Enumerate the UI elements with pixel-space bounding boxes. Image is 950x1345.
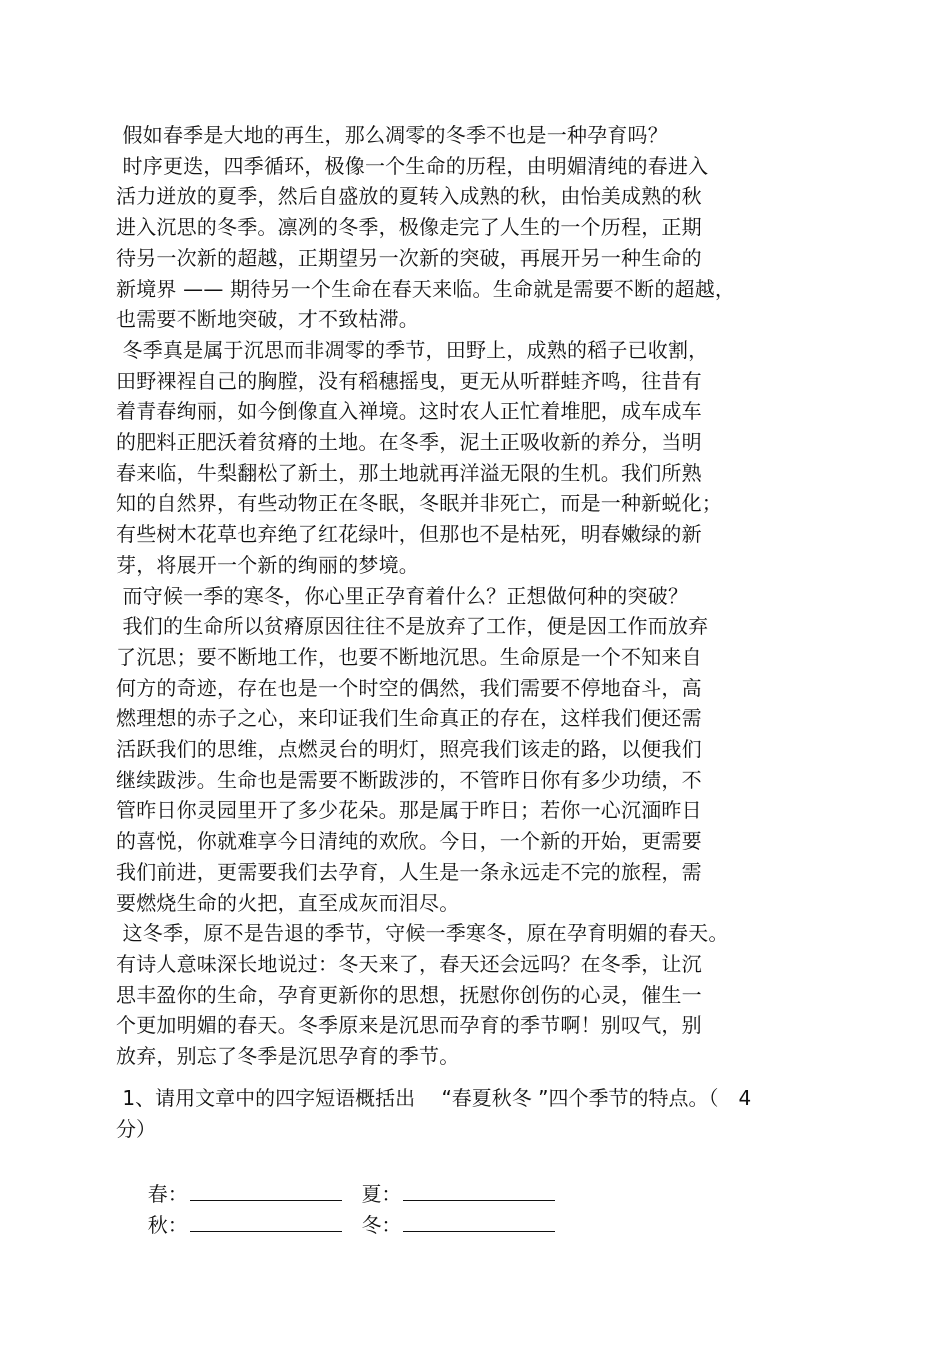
passage-line: 我们的生命所以贫瘠原因往往不是放弃了工作，便是因工作而放弃 [116, 614, 709, 639]
answer-autumn-blank[interactable] [190, 1209, 342, 1232]
passage-line: 放弃，别忘了冬季是沉思孕育的季节。 [116, 1044, 460, 1068]
passage-line: 的喜悦，你就难享今日清纯的欢欣。今日，一个新的开始，更需要 [116, 829, 702, 854]
passage-line: 假如春季是大地的再生，那么凋零的冬季不也是一种孕育吗？ [116, 123, 668, 147]
passage-line: 芽，将展开一个新的绚丽的梦境。 [116, 552, 419, 577]
passage-line: 了沉思；要不断地工作，也要不断地沉思。生命原是一个不知来自 [116, 644, 702, 669]
passage-line: 要燃烧生命的火把，直至成灰而泪尽。 [116, 890, 460, 915]
passage-line: 何方的奇迹，存在也是一个时空的偶然，我们需要不停地奋斗，高 [116, 675, 702, 700]
passage-line: 继续跋涉。生命也是需要不断跋涉的，不管昨日你有多少功绩，不 [116, 767, 702, 792]
passage-line: 这冬季，原不是告退的季节，守候一季寒冬，原在孕育明媚的春天。 [116, 921, 729, 946]
passage-line: 进入沉思的冬季。凛冽的冬季，极像走完了人生的一个历程，正期 [116, 215, 702, 240]
passage-line: 的肥料正肥沃着贫瘠的土地。在冬季，泥土正吸收新的养分，当明 [116, 430, 702, 454]
passage-line: 待另一次新的超越，正期望另一次新的突破，再展开另一种生命的 [116, 245, 702, 270]
passage-line: 活跃我们的思维，点燃灵台的明灯，照亮我们该走的路，以便我们 [116, 737, 702, 761]
passage-line: 燃理想的赤子之心，来印证我们生命真正的存在，这样我们便还需 [116, 706, 702, 731]
passage-line: 时序更迭，四季循环，极像一个生命的历程，由明媚清纯的春进入 [116, 153, 709, 178]
answer-winter-blank[interactable] [403, 1209, 555, 1232]
passage-line: 我们前进，更需要我们去孕育，人生是一条永远走不完的旅程，需 [116, 859, 702, 884]
passage-line: 新境界 —— 期待另一个生命在春天来临。生命就是需要不断的超越， [116, 276, 736, 301]
passage-line: 冬季真是属于沉思而非凋零的季节，田野上，成熟的稻子已收割， [116, 337, 709, 362]
passage-line: 着青春绚丽，如今倒像直入禅境。这时农人正忙着堆肥，成车成车 [116, 399, 702, 424]
answer-winter-label: 冬： [361, 1213, 402, 1237]
passage-line: 思丰盈你的生命，孕育更新你的思想，抚慰你创伤的心灵，催生一 [116, 982, 702, 1007]
passage-line: 有诗人意味深长地说过：冬天来了，春天还会远吗？在冬季，让沉 [116, 951, 702, 976]
question-1-score: 分） [116, 1117, 156, 1141]
passage-line: 也需要不断地突破，才不致枯滞。 [116, 307, 419, 332]
passage-line: 有些树木花草也弃绝了红花绿叶，但那也不是枯死，明春嫩绿的新 [116, 522, 702, 547]
answer-autumn-label: 秋： [141, 1213, 188, 1237]
passage-line: 而守候一季的寒冬，你心里正孕育着什么？正想做何种的突破？ [116, 583, 689, 608]
answer-summer-label: 夏： [361, 1182, 402, 1206]
passage-line: 个更加明媚的春天。冬季原来是沉思而孕育的季节啊！别叹气，别 [116, 1013, 702, 1038]
passage-line: 活力迸放的夏季，然后自盛放的夏转入成熟的秋，由怡美成熟的秋 [116, 184, 702, 209]
passage-line: 春来临，牛梨翻松了新土，那土地就再洋溢无限的生机。我们所熟 [116, 460, 702, 485]
answer-autumn [116, 1179, 342, 1270]
passage-line: 田野裸裎自己的胸膛，没有稻穗摇曳，更无从听群蛙齐鸣，往昔有 [116, 368, 702, 393]
question-1-prompt: 1、请用文章中的四字短语概括出 “春夏秋冬 ”四个季节的特点。（ 4 [116, 1086, 752, 1110]
answer-winter [336, 1179, 555, 1270]
answer-spring-label: 春： [141, 1182, 188, 1206]
passage-line: 管昨日你灵园里开了多少花朵。那是属于昨日；若你一心沉湎昨日 [116, 798, 702, 823]
passage-line: 知的自然界，有些动物正在冬眠，冬眠并非死亡，而是一种新蜕化； [116, 491, 722, 516]
